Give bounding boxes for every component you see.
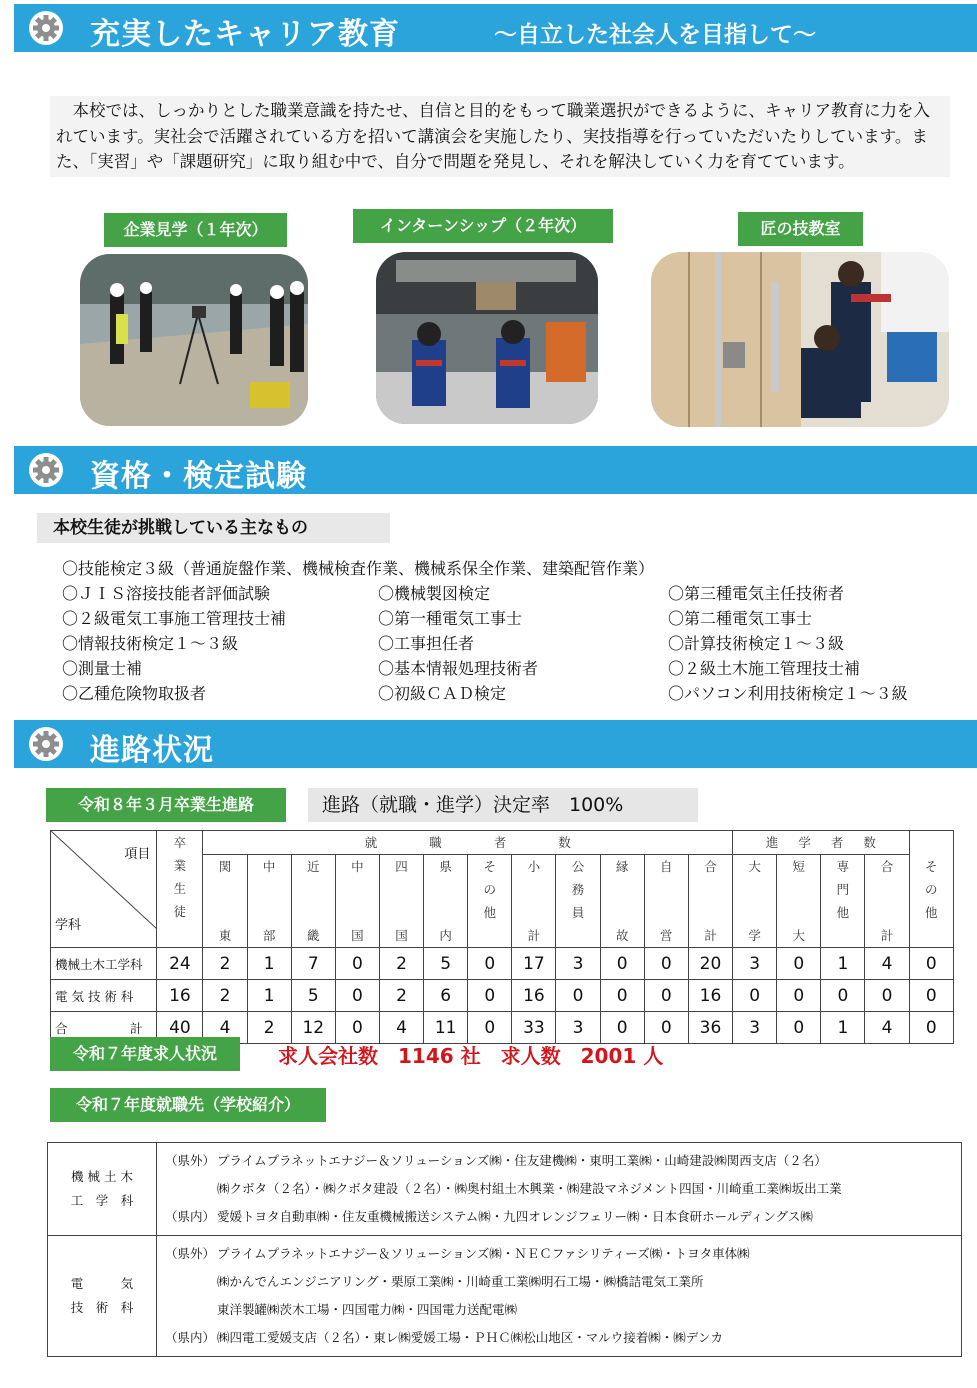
craft-class-photo bbox=[651, 252, 949, 427]
header-char bbox=[777, 901, 820, 924]
subheader-cell bbox=[468, 855, 512, 948]
employer-row bbox=[48, 1236, 962, 1357]
header-char bbox=[556, 924, 599, 947]
employer-dept-name: 技 術 科 bbox=[70, 1300, 134, 1315]
qualification-item: 〇測量士補 bbox=[62, 659, 143, 678]
value-cell: 11 bbox=[424, 1012, 468, 1044]
header-char: 中 bbox=[351, 859, 364, 874]
header-char: 計 bbox=[880, 928, 894, 943]
subheader-cell bbox=[600, 855, 644, 948]
subheader-cell bbox=[203, 855, 247, 948]
header-char: 合 bbox=[704, 859, 717, 874]
intro-text-box bbox=[50, 96, 950, 177]
value-cell: 5 bbox=[291, 980, 335, 1012]
activity-label-craft-class: 匠の技教室 bbox=[738, 212, 863, 246]
value-cell: 33 bbox=[512, 1012, 556, 1044]
value-cell: 3 bbox=[733, 948, 777, 980]
qualifications-list bbox=[50, 556, 955, 706]
recruit-summary: 求人会社数 1146 社 求人数 2001 人 bbox=[278, 1044, 664, 1068]
value-cell: 4 bbox=[865, 1012, 909, 1044]
site-visit-photo bbox=[80, 254, 308, 426]
activity-label-site-visit: 企業見学（１年次） bbox=[104, 213, 287, 247]
employer-list-cell bbox=[157, 1236, 962, 1357]
dept-cell: 電 気 技 術 科 bbox=[51, 980, 157, 1012]
intro-paragraph: 本校では、しっかりとした職業意識を持たせ、自信と目的をもって職業選択ができるように、キャリア教育に力を入れています。実社会で活躍されている方を招いて講演会を実施したり、実技指導を行っていただいたりしています。また、「実習」や「課題研究」に取り組む中で、自分で問題を発見し、それを解決していく力を育てています。 bbox=[56, 101, 931, 171]
employer-dept-name: 電 気 bbox=[70, 1276, 134, 1291]
subheader-cell bbox=[777, 855, 821, 948]
value-cell: 4 bbox=[865, 948, 909, 980]
recruit-label: 令和７年度求人状況 bbox=[50, 1037, 240, 1071]
header-char: 門 bbox=[836, 882, 850, 897]
value-cell: 0 bbox=[821, 980, 865, 1012]
header-char: 東 bbox=[218, 928, 232, 943]
qualification-item: 〇初級ＣＡＤ検定 bbox=[378, 684, 507, 703]
header-char: 大 bbox=[748, 859, 761, 874]
qualification-item: 〇工事担任者 bbox=[378, 634, 475, 653]
value-cell: 3 bbox=[556, 948, 600, 980]
value-cell: 0 bbox=[600, 1012, 644, 1044]
value-cell: 0 bbox=[335, 1012, 379, 1044]
employer-names: ㈱クボタ（２名）・㈱クボタ建設（２名）・㈱奥村組土木興業・㈱建設マネジメント四国・川崎重工業㈱坂出工業 bbox=[217, 1181, 842, 1196]
value-cell: 0 bbox=[468, 948, 512, 980]
employer-region: （県内） bbox=[165, 1330, 216, 1345]
header-char: 大 bbox=[792, 928, 806, 943]
header-char bbox=[203, 901, 246, 924]
header-char: 内 bbox=[439, 928, 452, 943]
header-char bbox=[645, 901, 688, 924]
header-char: の bbox=[925, 881, 938, 897]
employer-dept-cell bbox=[48, 1236, 157, 1357]
header-char: 数 bbox=[558, 835, 571, 850]
value-cell: 20 bbox=[688, 948, 732, 980]
header-char bbox=[468, 924, 511, 947]
header-char: そ bbox=[483, 859, 497, 874]
header-char: 学 bbox=[798, 835, 811, 850]
header-char: 学 bbox=[748, 928, 761, 943]
value-cell: 0 bbox=[644, 948, 688, 980]
graduates-header bbox=[157, 831, 203, 948]
header-char: 計 bbox=[704, 928, 717, 943]
header-char bbox=[292, 878, 335, 901]
value-cell: 0 bbox=[468, 1012, 512, 1044]
qualification-row bbox=[50, 681, 955, 706]
dept-cell: 合 計 bbox=[51, 1012, 157, 1044]
header-char: 他 bbox=[483, 905, 497, 920]
value-cell: 2 bbox=[203, 980, 247, 1012]
header-char bbox=[865, 878, 908, 901]
internship-photo bbox=[376, 252, 598, 424]
qualification-item: 〇第一種電気工事士 bbox=[378, 609, 523, 628]
header-char bbox=[512, 901, 555, 924]
header-char: 他 bbox=[836, 905, 850, 920]
corner-dept-label: 学科 bbox=[55, 918, 82, 933]
header-char: 畿 bbox=[307, 928, 320, 943]
header-char: 合 bbox=[880, 859, 894, 874]
subheader-cell bbox=[688, 855, 732, 948]
employer-names: 愛媛トヨタ自動車㈱・住友重機械搬送システム㈱・九四オレンジフェリー㈱・日本食研ホールディングス㈱ bbox=[217, 1209, 813, 1224]
value-cell: 40 bbox=[157, 1012, 203, 1044]
table-corner-cell bbox=[51, 831, 157, 948]
section-title: 充実したキャリア教育 bbox=[90, 17, 400, 52]
destination-table-body bbox=[51, 948, 954, 1044]
activity-label-internship: インターンシップ（２年次） bbox=[353, 209, 613, 243]
corner-item-label: 項目 bbox=[124, 847, 151, 862]
table-row bbox=[51, 980, 954, 1012]
subheader-cell bbox=[865, 855, 909, 948]
header-char: 就 bbox=[364, 835, 378, 850]
qualifications-section-header bbox=[14, 446, 977, 494]
qualification-row bbox=[50, 606, 955, 631]
header-char: 部 bbox=[262, 928, 276, 943]
value-cell: 6 bbox=[424, 980, 468, 1012]
value-cell: 0 bbox=[644, 1012, 688, 1044]
subheader-cell bbox=[644, 855, 688, 948]
value-cell: 4 bbox=[379, 1012, 423, 1044]
graduates-label: 令和８年３月卒業生進路 bbox=[46, 788, 286, 822]
header-char: 専 bbox=[836, 859, 850, 874]
value-cell: 2 bbox=[203, 948, 247, 980]
header-char: 員 bbox=[571, 905, 585, 920]
destination-table bbox=[50, 830, 954, 1044]
header-char: 営 bbox=[660, 928, 673, 943]
value-cell: 0 bbox=[733, 980, 777, 1012]
subheader-cell bbox=[335, 855, 379, 948]
header-char bbox=[865, 901, 908, 924]
subheader-cell bbox=[424, 855, 468, 948]
header-char: そ bbox=[925, 858, 938, 874]
value-cell: 2 bbox=[379, 948, 423, 980]
header-char: 務 bbox=[571, 882, 585, 897]
employer-names: 東洋製罐㈱茨木工場・四国電力㈱・四国電力送配電㈱ bbox=[217, 1302, 518, 1317]
value-cell: 0 bbox=[335, 980, 379, 1012]
subheader-cell bbox=[379, 855, 423, 948]
header-char: 近 bbox=[307, 859, 320, 874]
higher-ed-header bbox=[733, 831, 910, 855]
placement-rate: 進路（就職・進学）決定率 100% bbox=[308, 788, 698, 822]
career-path-section-header bbox=[14, 720, 977, 768]
header-char bbox=[336, 901, 379, 924]
value-cell: 0 bbox=[777, 948, 821, 980]
value-cell: 36 bbox=[688, 1012, 732, 1044]
header-char bbox=[424, 901, 467, 924]
qualification-item: 〇パソコン利用技術検定１～３級 bbox=[668, 684, 908, 703]
header-char bbox=[601, 901, 644, 924]
value-cell: 3 bbox=[733, 1012, 777, 1044]
employers-table-body bbox=[48, 1143, 962, 1357]
value-cell: 0 bbox=[909, 948, 953, 980]
value-cell: 5 bbox=[424, 948, 468, 980]
header-char bbox=[777, 878, 820, 901]
value-cell: 7 bbox=[291, 948, 335, 980]
employment-header bbox=[203, 831, 733, 855]
value-cell: 24 bbox=[157, 948, 203, 980]
value-cell: 4 bbox=[203, 1012, 247, 1044]
value-cell: 1 bbox=[247, 948, 291, 980]
header-char bbox=[645, 878, 688, 901]
value-cell: 0 bbox=[909, 1012, 953, 1044]
header-char bbox=[733, 878, 776, 901]
subheader-cell bbox=[556, 855, 600, 948]
header-char bbox=[292, 901, 335, 924]
qualification-item: 〇２級電気工事施工管理技士補 bbox=[62, 609, 287, 628]
qualifications-heading: 本校生徒が挑戦している主なもの bbox=[37, 513, 390, 543]
employer-region: （県外） bbox=[165, 1153, 216, 1168]
qualification-row bbox=[50, 631, 955, 656]
header-char bbox=[689, 878, 732, 901]
subheader-cell bbox=[291, 855, 335, 948]
employer-names: プライムプラネットエナジー＆ソリューションズ㈱・住友建機㈱・東明工業㈱・山崎建設㈱関西支店（２名） bbox=[217, 1153, 827, 1168]
value-cell: 0 bbox=[777, 1012, 821, 1044]
value-cell: 16 bbox=[512, 980, 556, 1012]
subheader-cell bbox=[512, 855, 556, 948]
section-title: 進路状況 bbox=[90, 733, 214, 768]
header-char bbox=[380, 901, 423, 924]
career-section-header bbox=[14, 4, 977, 52]
header-char: 縁 bbox=[615, 859, 629, 874]
value-cell: 16 bbox=[157, 980, 203, 1012]
employer-names: ㈱かんでんエンジニアリング・栗原工業㈱・川崎重工業㈱明石工場・㈱橋詰電気工業所 bbox=[217, 1274, 704, 1289]
qualification-item: 〇情報技術検定１～３級 bbox=[62, 634, 239, 653]
value-cell: 1 bbox=[821, 948, 865, 980]
value-cell: 16 bbox=[688, 980, 732, 1012]
table-row bbox=[51, 948, 954, 980]
header-char: 短 bbox=[792, 859, 806, 874]
header-char: 中 bbox=[262, 859, 276, 874]
subheader-cell bbox=[821, 855, 865, 948]
employer-line bbox=[165, 1203, 961, 1231]
gear-icon bbox=[28, 10, 64, 46]
employer-line bbox=[165, 1240, 961, 1268]
header-char bbox=[821, 924, 864, 947]
qualification-item: 〇基本情報処理技術者 bbox=[378, 659, 539, 678]
employer-names: ㈱四電工愛媛支店（２名）・東レ㈱愛媛工場・ＰＨＣ㈱松山地区・マルウ接着㈱・㈱デンカ bbox=[217, 1330, 724, 1345]
value-cell: 2 bbox=[379, 980, 423, 1012]
employer-dept-cell bbox=[48, 1143, 157, 1236]
qualification-item: 〇技能検定３級（普通旋盤作業、機械検査作業、機械系保全作業、建築配管作業） bbox=[62, 559, 655, 578]
value-cell: 1 bbox=[247, 980, 291, 1012]
header-char bbox=[601, 878, 644, 901]
header-char: 卒 bbox=[173, 835, 187, 850]
qualification-item: 〇ＪＩＳ溶接技能者評価試験 bbox=[62, 584, 271, 603]
employer-line bbox=[165, 1147, 961, 1175]
header-char: の bbox=[483, 882, 497, 897]
employer-line bbox=[165, 1268, 961, 1296]
gear-icon bbox=[28, 452, 64, 488]
header-char: 徒 bbox=[173, 904, 187, 919]
header-char: 他 bbox=[925, 904, 938, 920]
employer-row bbox=[48, 1143, 962, 1236]
employer-line bbox=[165, 1296, 961, 1324]
employer-dept-name: 機 械 土 木 bbox=[71, 1169, 133, 1184]
qualification-item: 〇第二種電気工事士 bbox=[668, 609, 813, 628]
header-char: 計 bbox=[527, 928, 541, 943]
employer-line bbox=[165, 1175, 961, 1203]
header-char: 公 bbox=[571, 859, 585, 874]
value-cell: 0 bbox=[865, 980, 909, 1012]
qualification-item: 〇第三種電気主任技術者 bbox=[668, 584, 845, 603]
employer-line bbox=[165, 1324, 961, 1352]
header-char: 自 bbox=[660, 859, 673, 874]
qualification-row bbox=[50, 581, 955, 606]
value-cell: 2 bbox=[247, 1012, 291, 1044]
employer-names: プライムプラネットエナジー＆ソリューションズ㈱・ＮＥＣファシリティーズ㈱・トヨタ車体㈱ bbox=[217, 1246, 750, 1261]
section-subtitle: ～自立した社会人を目指して～ bbox=[494, 22, 816, 48]
value-cell: 0 bbox=[600, 948, 644, 980]
header-char bbox=[380, 878, 423, 901]
value-cell: 0 bbox=[777, 980, 821, 1012]
header-char: 職 bbox=[429, 835, 442, 850]
header-char: 業 bbox=[173, 858, 187, 873]
header-char bbox=[424, 878, 467, 901]
employers-label: 令和７年度就職先（学校紹介） bbox=[50, 1088, 326, 1122]
employer-dept-name: 工 学 科 bbox=[70, 1193, 134, 1208]
header-char: 国 bbox=[351, 928, 364, 943]
header-char: 関 bbox=[218, 859, 232, 874]
gear-icon bbox=[28, 726, 64, 762]
value-cell: 0 bbox=[909, 980, 953, 1012]
header-char: 県 bbox=[439, 859, 452, 874]
value-cell: 3 bbox=[556, 1012, 600, 1044]
header-char bbox=[689, 901, 732, 924]
value-cell: 1 bbox=[821, 1012, 865, 1044]
value-cell: 0 bbox=[468, 980, 512, 1012]
header-char bbox=[512, 878, 555, 901]
other-header bbox=[909, 831, 953, 948]
header-char: 進 bbox=[765, 835, 779, 850]
header-char: 国 bbox=[395, 928, 408, 943]
dept-cell: 機械土木工学科 bbox=[51, 948, 157, 980]
qualification-item: 〇計算技術検定１～３級 bbox=[668, 634, 845, 653]
value-cell: 0 bbox=[335, 948, 379, 980]
header-char bbox=[203, 878, 246, 901]
header-char: 四 bbox=[395, 859, 408, 874]
employers-table bbox=[47, 1142, 962, 1357]
value-cell: 0 bbox=[556, 980, 600, 1012]
subheader-cell bbox=[247, 855, 291, 948]
qualification-row bbox=[50, 656, 955, 681]
qualification-item: 〇機械製図検定 bbox=[378, 584, 491, 603]
value-cell: 12 bbox=[291, 1012, 335, 1044]
employer-region: （県外） bbox=[165, 1246, 216, 1261]
header-char bbox=[336, 878, 379, 901]
header-char: 生 bbox=[173, 881, 187, 896]
value-cell: 0 bbox=[600, 980, 644, 1012]
header-char: 数 bbox=[863, 835, 876, 850]
qualification-item: 〇２級土木施工管理技士補 bbox=[668, 659, 861, 678]
header-char: 者 bbox=[830, 835, 844, 850]
subheader-cell bbox=[733, 855, 777, 948]
header-char bbox=[248, 901, 291, 924]
value-cell: 0 bbox=[644, 980, 688, 1012]
header-char: 者 bbox=[493, 835, 507, 850]
header-char: 故 bbox=[615, 928, 629, 943]
employer-list-cell bbox=[157, 1143, 962, 1236]
value-cell: 17 bbox=[512, 948, 556, 980]
header-char: 小 bbox=[527, 859, 541, 874]
header-char bbox=[248, 878, 291, 901]
header-char bbox=[733, 901, 776, 924]
section-title: 資格・検定試験 bbox=[90, 459, 307, 494]
qualification-item: 〇乙種危険物取扱者 bbox=[62, 684, 207, 703]
employer-region: （県内） bbox=[165, 1209, 216, 1224]
